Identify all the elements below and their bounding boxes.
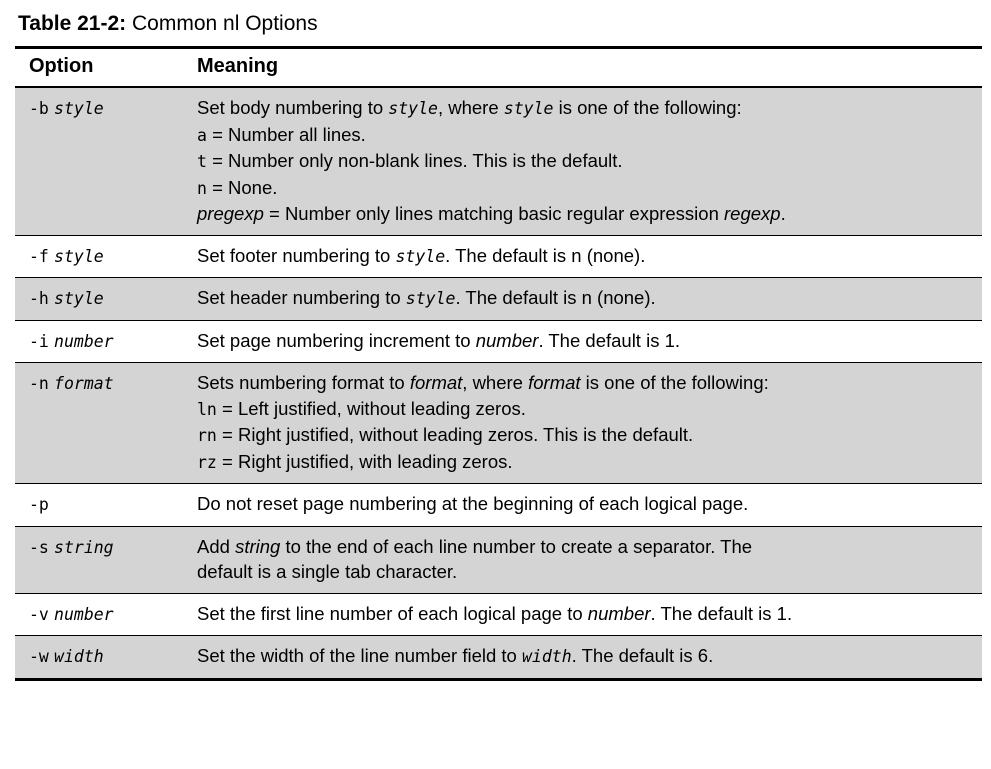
meaning-line: rn = Right justified, without leading zeros. This is the default. bbox=[197, 424, 694, 445]
table-header-row bbox=[15, 48, 982, 88]
cell-meaning bbox=[183, 363, 982, 484]
column-header-option: Option bbox=[15, 48, 183, 88]
option-flag: -v bbox=[29, 604, 49, 624]
option-flag: -f bbox=[29, 246, 49, 266]
meaning-line: ln = Left justified, without leading zeros. bbox=[197, 397, 526, 419]
meaning-line: Add string to the end of each line number to create a separator. The bbox=[197, 535, 753, 557]
option-argument: format bbox=[54, 374, 114, 393]
column-header-meaning: Meaning bbox=[183, 48, 982, 88]
option-argument: string bbox=[54, 537, 114, 557]
option-flag: -h bbox=[29, 289, 49, 308]
cell-meaning bbox=[183, 593, 982, 636]
option-argument: number bbox=[54, 604, 114, 624]
table-row bbox=[15, 526, 982, 593]
cell-meaning bbox=[183, 235, 982, 278]
meaning-line: default is a single tab character. bbox=[197, 561, 458, 582]
meaning-line: Set header numbering to style. The default is n (none). bbox=[197, 287, 656, 308]
cell-option bbox=[15, 235, 183, 278]
option-argument: style bbox=[54, 246, 104, 266]
cell-meaning bbox=[183, 320, 982, 363]
table-row bbox=[15, 278, 982, 321]
table-body bbox=[15, 87, 982, 679]
option-argument: number bbox=[54, 331, 114, 351]
table-header bbox=[15, 48, 982, 88]
meaning-line: Set footer numbering to style. The default is n (none). bbox=[197, 244, 646, 266]
cell-option bbox=[15, 526, 183, 593]
table-row bbox=[15, 363, 982, 484]
cell-option bbox=[15, 593, 183, 636]
option-flag: -s bbox=[29, 537, 49, 557]
cell-meaning bbox=[183, 526, 982, 593]
cell-meaning bbox=[183, 278, 982, 321]
option-flag: -p bbox=[29, 495, 49, 514]
cell-meaning bbox=[183, 87, 982, 235]
table-row bbox=[15, 593, 982, 636]
cell-option bbox=[15, 87, 183, 235]
cell-option bbox=[15, 278, 183, 321]
option-flag: -b bbox=[29, 99, 49, 118]
meaning-line: Sets numbering format to format, where format is one of the following: bbox=[197, 372, 769, 393]
nl-options-table bbox=[15, 46, 982, 681]
meaning-line: Set page numbering increment to number. The default is 1. bbox=[197, 329, 681, 351]
meaning-line: Set the first line number of each logical page to number. The default is 1. bbox=[197, 602, 793, 624]
meaning-line: rz = Right justified, with leading zeros. bbox=[197, 450, 513, 472]
meaning-line: Do not reset page numbering at the beginning of each logical page. bbox=[197, 493, 749, 514]
meaning-line: Set the width of the line number field to width. The default is 6. bbox=[197, 645, 714, 666]
option-flag: -i bbox=[29, 331, 49, 351]
cell-option bbox=[15, 320, 183, 363]
meaning-line: a = Number all lines. bbox=[197, 123, 366, 145]
cell-option bbox=[15, 636, 183, 680]
cell-meaning bbox=[183, 636, 982, 680]
table-caption-text: Common nl Options bbox=[132, 12, 318, 35]
meaning-line: n = None. bbox=[197, 176, 278, 198]
cell-option bbox=[15, 484, 183, 527]
cell-option bbox=[15, 363, 183, 484]
table-row bbox=[15, 235, 982, 278]
table-row bbox=[15, 320, 982, 363]
option-argument: width bbox=[54, 647, 104, 666]
table-caption bbox=[12, 10, 979, 38]
table-row bbox=[15, 87, 982, 235]
option-flag: -n bbox=[29, 374, 49, 393]
cell-meaning bbox=[183, 484, 982, 527]
table-row bbox=[15, 484, 982, 527]
table-row bbox=[15, 636, 982, 680]
option-argument: style bbox=[54, 289, 104, 308]
option-flag: -w bbox=[29, 647, 49, 666]
meaning-line: t = Number only non-blank lines. This is the default. bbox=[197, 150, 623, 171]
table-caption-label: Table 21-2: bbox=[18, 12, 127, 35]
meaning-line: pregexp = Number only lines matching basic regular expression regexp. bbox=[197, 203, 786, 224]
option-argument: style bbox=[54, 99, 104, 118]
meaning-line: Set body numbering to style, where style is one of the following: bbox=[197, 97, 742, 118]
